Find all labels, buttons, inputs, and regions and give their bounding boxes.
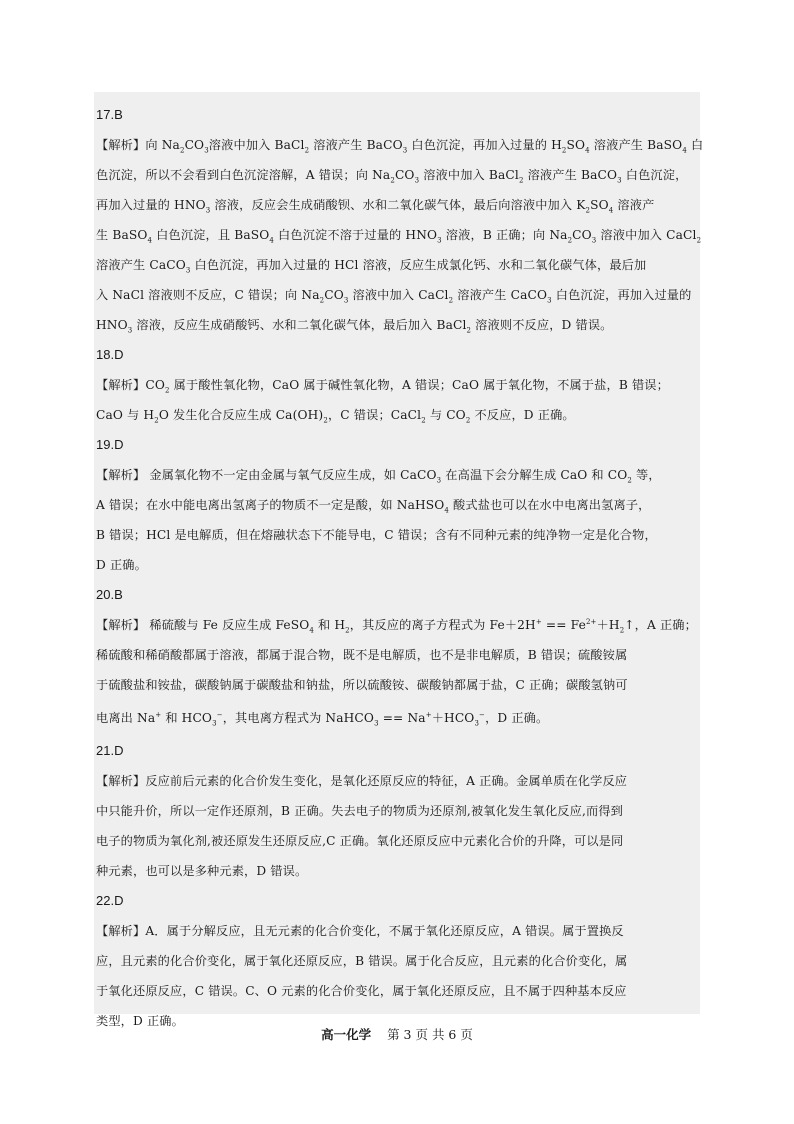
answer-section: [96, 100, 704, 340]
question-number: 22.D: [96, 893, 124, 908]
explanation-line: 色沉淀，所以不会看到白色沉淀溶解，A 错误；向 $Na_2CO_3$ 溶液中加入 BaCl$_2$ 溶液产生 BaCO$_3$ 白色沉淀，: [96, 168, 688, 185]
explanation-line: 溶液产生 CaCO$_3$ 白色沉淀，再加入过量的 HCl 溶液，反应生成氯化钙、水和二氧化碳气体，最后加: [96, 258, 647, 275]
explanation-line: 电子的物质为氧化剂,被还原发生还原反应,C 正确。氧化还原反应中元素化合价的升降，可以是同: [96, 834, 624, 848]
explanation-line: 【解析】 稀硫酸与 Fe 反应生成 FeSO$_4$ 和 $H_2$，其反应的离子方程式为 $Fe+2H^+ == Fe^{2+}+H_2↑$，A 正确；: [96, 617, 697, 635]
answer-section: [96, 430, 698, 580]
explanation-line: 中只能升价，所以一定作还原剂，B 正确。失去电子的物质为还原剂,被氧化发生氧化反应,而得到: [96, 804, 624, 818]
explanation-line: D 正确。: [96, 558, 147, 572]
answer-content-block: [94, 92, 704, 1028]
answer-section: [96, 736, 698, 886]
explanation-line: 于硫酸盐和铵盐，碳酸钠属于碳酸盐和钠盐，所以硫酸铵、碳酸钠都属于盐，C 正确；碳酸氢钠可: [96, 678, 628, 692]
question-number: 17.B: [96, 107, 123, 122]
answer-section: [96, 340, 698, 430]
explanation-line: 【解析】A．属于分解反应，且无元素的化合价变化，不属于氧化还原反应，A 错误。属于置换反: [96, 924, 624, 938]
answer-section: [96, 886, 698, 1036]
explanation-line: 生 BaSO$_4$ 白色沉淀，且 BaSO$_4$ 白色沉淀不溶于过量的 $HNO_3$ 溶液，B 正确；向 $Na_2CO_3$ 溶液中加入 CaCl$_2$: [96, 228, 702, 245]
explanation-line: 【解析】向 $Na_2CO_3$溶液中加入 BaCl$_2$ 溶液产生 BaCO$_3$ 白色沉淀，再加入过量的 $H_2SO_4$ 溶液产生 BaSO$_4$ 白: [96, 138, 704, 155]
footer-page-info: 第 3 页 共 6 页: [387, 1027, 473, 1042]
page-footer: [0, 1026, 794, 1044]
footer-subject: 高一化学: [321, 1027, 372, 1042]
explanation-line: $HNO_3$ 溶液，反应生成硝酸钙、水和二氧化碳气体，最后加入 BaCl$_2$ 溶液则不反应，D 错误。: [96, 318, 613, 335]
question-number: 18.D: [96, 347, 124, 362]
explanation-line: 种元素，也可以是多种元素，D 错误。: [96, 864, 308, 878]
explanation-line: 【解析】$CO_2$ 属于酸性氧化物，CaO 属于碱性氧化物，A 错误；CaO 属于氧化物，不属于盐，B 错误；: [96, 378, 669, 395]
explanation-line: 类型，D 正确。: [96, 1014, 184, 1028]
question-number: 21.D: [96, 743, 124, 758]
explanation-line: 【解析】反应前后元素的化合价发生变化，是氧化还原反应的特征，A 正确。金属单质在化学反应: [96, 774, 628, 788]
explanation-line: 入 NaCl 溶液则不反应，C 错误；向 $Na_2CO_3$ 溶液中加入 CaCl$_2$ 溶液产生 CaCO$_3$ 白色沉淀，再加入过量的: [96, 288, 692, 305]
explanation-line: 【解析】 金属氧化物不一定由金属与氧气反应生成，如 CaCO$_3$ 在高温下会分解生成 CaO 和 $CO_2$ 等，: [96, 468, 661, 485]
explanation-line: 稀硫酸和稀硝酸都属于溶液，都属于混合物，既不是电解质，也不是非电解质，B 错误；硫酸铵属: [96, 648, 628, 662]
explanation-line: 电离出 Na+ 和 $HCO_3^-$，其电离方程式为 NaHCO$_3$ == $Na^++HCO_3^-$，D 正确。: [96, 710, 549, 728]
explanation-line: 于氧化还原反应，C 错误。C、O 元素的化合价变化，属于氧化还原反应，且不属于四种基本反应: [96, 984, 627, 998]
question-number: 19.D: [96, 437, 124, 452]
explanation-line: CaO 与 $H_2O$ 发生化合反应生成 $Ca(OH)_2$，C 错误；CaCl$_2$ 与 $CO_2$ 不反应，D 正确。: [96, 408, 575, 425]
explanation-line: 应，且元素的化合价变化，属于氧化还原反应，B 错误。属于化合反应，且元素的化合价变化，属: [96, 954, 628, 968]
answer-section: [96, 580, 698, 736]
explanation-line: A 错误；在水中能电离出氢离子的物质不一定是酸，如 NaHSO$_4$ 酸式盐也可以在水中电离出氢离子，: [96, 498, 651, 515]
explanation-line: B 错误；HCl 是电解质，但在熔融状态下不能导电，C 错误；含有不同种元素的纯净物一定是化合物，: [96, 528, 657, 542]
explanation-line: 再加入过量的 $HNO_3$ 溶液，反应会生成硝酸钡、水和二氧化碳气体，最后向溶液中加入 $K_2SO_4$ 溶液产: [96, 198, 655, 215]
question-number: 20.B: [96, 587, 123, 602]
